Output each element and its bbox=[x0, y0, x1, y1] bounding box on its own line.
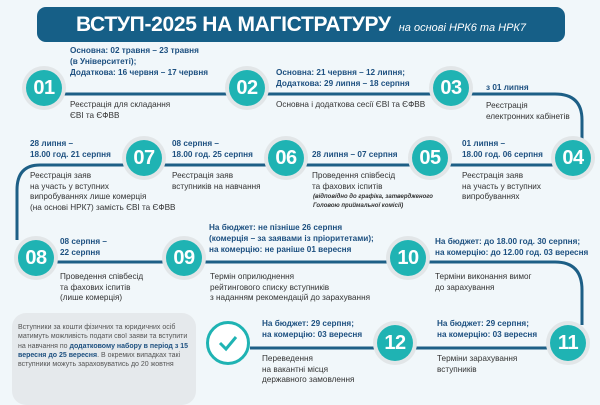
step-05-note: (відповідно до графіка, затвердженого Головою приймальної комісії) bbox=[313, 194, 433, 209]
step-03-date: з 01 липня bbox=[486, 83, 529, 92]
step-08-desc: Проведення співбесід та фахових іспитів (лише комерція) bbox=[60, 272, 144, 302]
step-circle-04: 04 bbox=[551, 136, 595, 180]
step-circle-06: 06 bbox=[264, 136, 308, 180]
step-09-date: На бюджет: не пізніше 26 серпня (комерція – за заявами із пріоритетами); на комерцію: не раніше 01 вересня bbox=[209, 223, 374, 254]
step-10-date: На бюджет: до 18.00 год. 30 серпня; на комерцію: до 12.00 год. 03 вересня bbox=[435, 237, 589, 257]
step-12-date: На бюджет: 29 серпня; на комерцію: 03 вересня bbox=[262, 319, 363, 339]
step-circle-03: 03 bbox=[429, 66, 473, 110]
step-circle-08: 08 bbox=[14, 236, 58, 280]
step-08-date: 08 серпня – 22 серпня bbox=[60, 237, 107, 257]
step-07-desc: Реєстрація заяв на участь у вступних випробуваннях лише комерція (на основі НРК7) замість ЄВІ та ЄФВВ bbox=[30, 171, 176, 212]
page-subtitle: на основі НРК6 та НРК7 bbox=[398, 21, 527, 34]
step-01-date: Основна: 02 травня – 23 травня (в Університеті); Додаткова: 16 червня – 17 червня bbox=[70, 46, 209, 77]
step-02-desc: Основна і додаткова сесії ЄВІ та ЄФВВ bbox=[276, 100, 426, 109]
step-01-desc: Реєстрація для складання ЄВІ та ЄФВВ bbox=[70, 100, 171, 120]
step-circle-12: 12 bbox=[373, 321, 417, 365]
page-title: ВСТУП-2025 НА МАГІСТРАТУРУ bbox=[75, 12, 391, 36]
step-circle-05: 05 bbox=[408, 136, 452, 180]
step-04-date: 01 липня – 18.00 год. 06 серпня bbox=[462, 139, 543, 159]
step-circle-10: 10 bbox=[386, 236, 430, 280]
step-circle-09: 09 bbox=[162, 236, 206, 280]
step-11-desc: Терміни зарахування вступників bbox=[437, 354, 518, 374]
step-10-desc: Терміни виконання вимог до зарахування bbox=[435, 272, 532, 292]
step-12-desc: Переведення на вакантні місця державного замовлення bbox=[262, 354, 355, 384]
step-06-date: 08 серпня – 18.00 год. 25 серпня bbox=[172, 139, 253, 159]
additional-enrollment-note: Вступники за кошти фізичних та юридичних осіб матимуть можливість подати свої заяви та вступити на навчання по додатковому набору в період з 15 вересня до 25 вересня. В окремих випадках такі вступники можуть зараховуватись до 20 жовтня bbox=[12, 313, 196, 405]
step-02-date: Основна: 21 червня – 12 липня; Додаткова: 29 липня – 18 серпня bbox=[276, 68, 410, 88]
step-circle-02: 02 bbox=[225, 66, 269, 110]
step-11-date: На бюджет: 29 серпня; на комерцію: 03 вересня bbox=[437, 319, 538, 339]
step-05-date: 28 липня – 07 серпня bbox=[312, 150, 398, 159]
step-06-desc: Реєстрація заяв вступників на навчання bbox=[172, 171, 261, 191]
step-09-desc: Термін оприлюднення рейтингового списку вступників з наданням рекомендацій до зарахування bbox=[210, 272, 371, 302]
step-03-desc: Реєстрація електронних кабінетів bbox=[486, 101, 570, 121]
step-circle-01: 01 bbox=[22, 66, 66, 110]
step-04-desc: Реєстрація заяв на участь у вступних випробуваннях bbox=[462, 171, 541, 201]
step-07-date: 28 липня – 18.00 год. 21 серпня bbox=[30, 139, 111, 159]
step-circle-07: 07 bbox=[122, 136, 166, 180]
step-05-desc: Проведення співбесід та фахових іспитів bbox=[312, 171, 396, 191]
step-circle-11: 11 bbox=[546, 321, 590, 365]
check-icon bbox=[206, 321, 250, 365]
